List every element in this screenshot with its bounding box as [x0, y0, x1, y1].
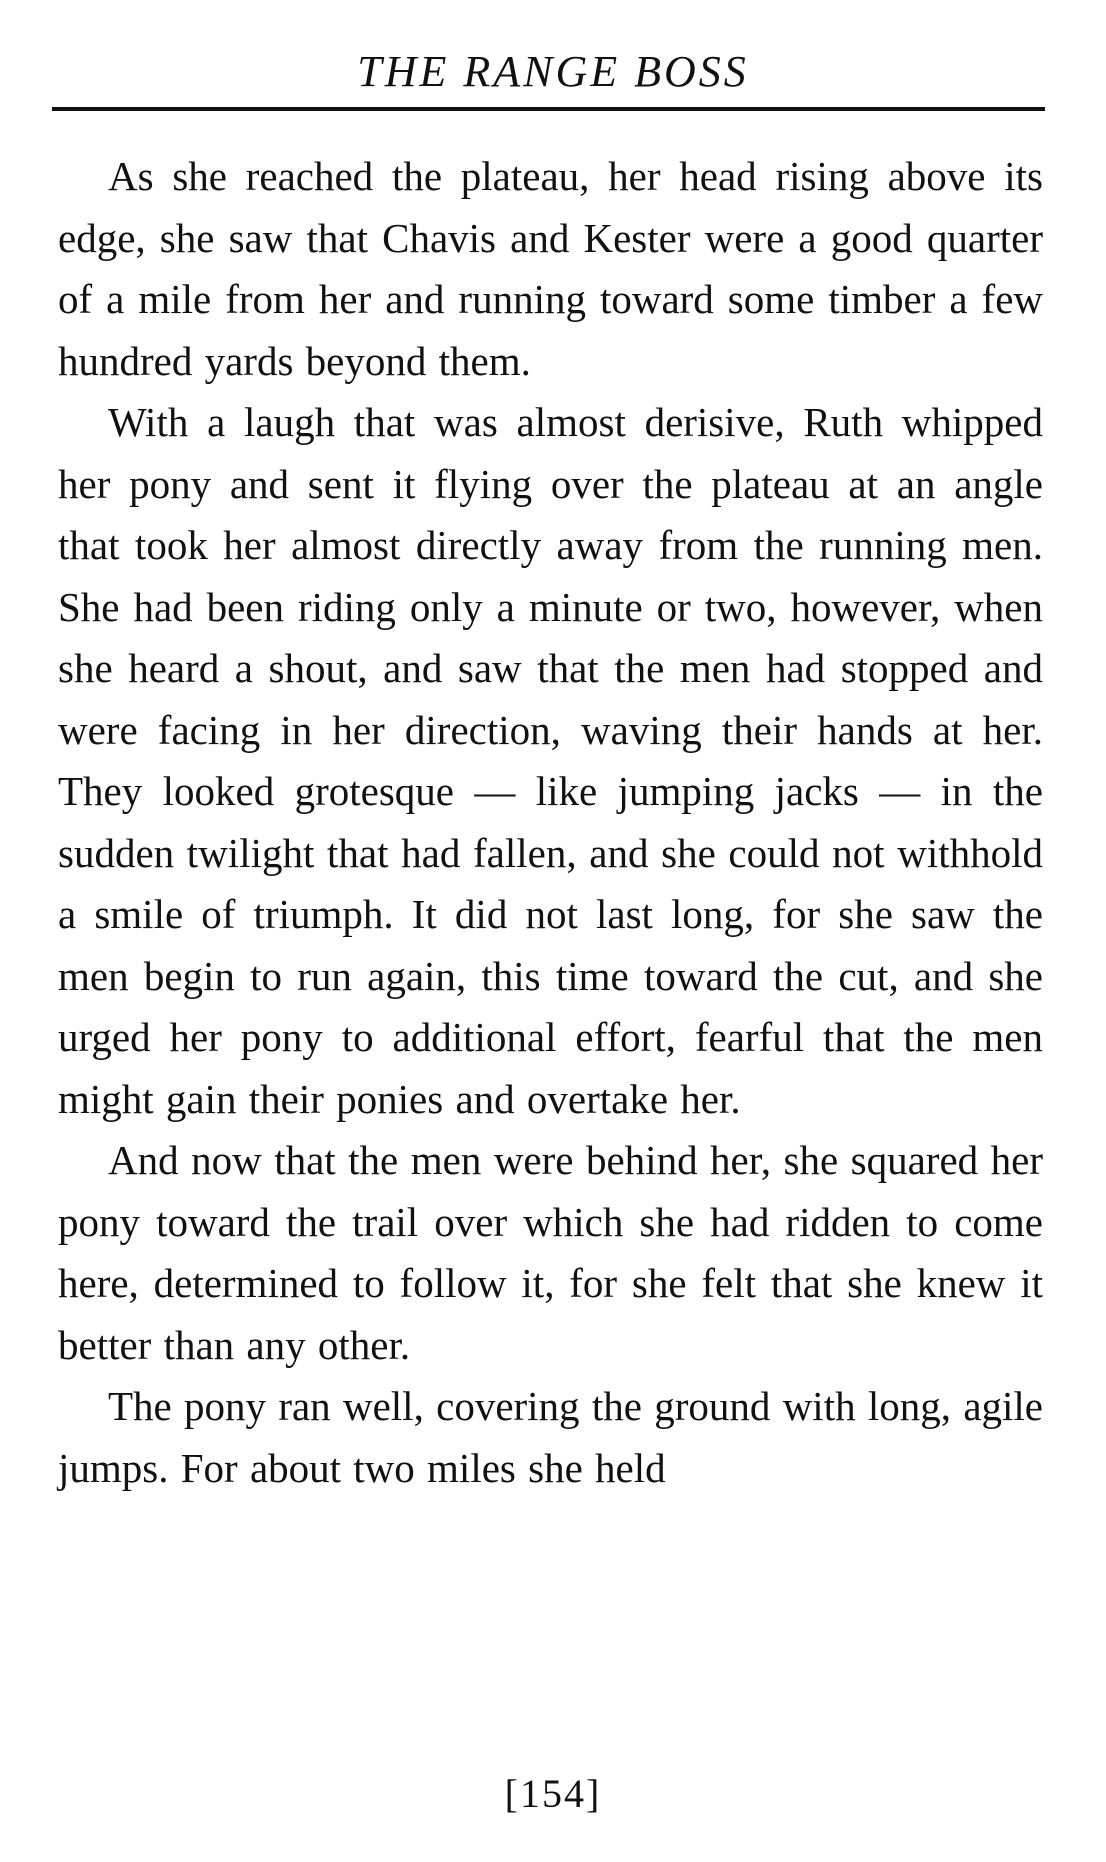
paragraph: And now that the men were behind her, she squared her pony toward the trail over which she had ridden to come here, determined to follow it, for she felt that she knew it better than any other. — [58, 1137, 1043, 1368]
running-title: THE RANGE BOSS — [357, 47, 749, 96]
body-text — [58, 146, 1043, 1499]
paragraph: With a laugh that was almost derisive, Ruth whipped her pony and sent it flying over the plateau at an angle that took her almost directly away from the running men. She had been riding only a minute or two, however, when she heard a shout, and saw that the men had stopped and were facing in her direction, waving their hands at her. They looked grotesque — like jumping jacks — in the sudden twilight that had fallen, and she could not withhold a smile of triumph. It did not last long, for she saw the men begin to run again, this time toward the cut, and she urged her pony to additional effort, fearful that the men might gain their ponies and overtake her. — [58, 399, 1043, 1122]
header-rule — [52, 107, 1045, 111]
page-number: [154] — [504, 1771, 602, 1816]
paragraph: The pony ran well, covering the ground with long, agile jumps. For about two miles she held — [58, 1383, 1043, 1491]
paragraph: As she reached the plateau, her head rising above its edge, she saw that Chavis and Kester were a good quarter of a mile from her and running toward some timber a few hundred yards beyond them. — [58, 153, 1043, 384]
